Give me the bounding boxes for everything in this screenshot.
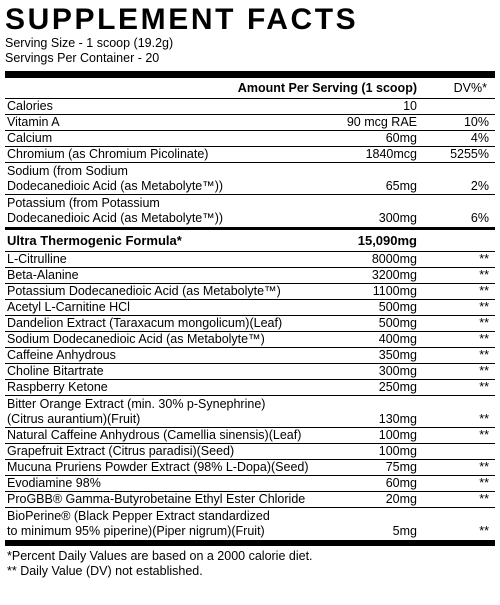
ingredient-row-amount: 250mg (378, 380, 417, 394)
ingredient-row-name (7, 397, 265, 427)
nutrient-row-dv: 4% (470, 131, 489, 145)
dv-footnote: *Percent Daily Values are based on a 2000 calorie diet. (7, 549, 313, 563)
ingredient-row-dv: ** (479, 364, 489, 378)
ingredient-row-amount: 300mg (378, 364, 417, 378)
ingredient-row (5, 348, 495, 364)
ingredient-row (5, 492, 495, 508)
ingredient-row-dv: ** (479, 316, 489, 330)
blend-amount: 15,090mg (357, 233, 417, 248)
ingredient-row (5, 444, 495, 460)
nutrient-row-name: Calcium (7, 131, 53, 145)
ingredient-row-dv: ** (479, 348, 489, 362)
ingredient-row-name: L-Citrulline (7, 252, 67, 266)
ingredient-row (5, 284, 495, 300)
supplement-facts-panel (5, 4, 495, 579)
ingredient-row-name (7, 509, 270, 539)
ingredient-row-dv: ** (479, 460, 489, 474)
ingredient-row-name-line1: BioPerine® (Black Pepper Extract standardized (7, 509, 270, 523)
ingredient-row-name: Evodiamine 98% (7, 476, 101, 490)
nutrient-row-name-line2: Dodecanedioic Acid (as Metabolyte™)) (7, 211, 224, 225)
nutrient-row-name-line2: Dodecanedioic Acid (as Metabolyte™)) (7, 179, 224, 193)
ingredient-row-name: Natural Caffeine Anhydrous (Camellia sinensis)(Leaf) (7, 428, 302, 442)
ingredient-row-amount: 20mg (385, 492, 417, 506)
nutrient-row-dv: 6% (470, 211, 489, 225)
nutrient-row-name (7, 164, 223, 194)
ingredient-row-amount: 100mg (378, 444, 417, 458)
nutrient-row-name (7, 196, 223, 226)
nutrient-row-dv: 5255% (450, 147, 489, 161)
ingredient-row-amount: 500mg (378, 300, 417, 314)
ingredient-row-dv: ** (479, 300, 489, 314)
serving-size: Serving Size - 1 scoop (19.2g) (5, 36, 174, 50)
ingredient-row-dv: ** (479, 284, 489, 298)
ingredient-row-name: Sodium Dodecanedioic Acid (as Metabolyte™) (7, 332, 265, 346)
nutrient-row-name: Vitamin A (7, 115, 60, 129)
ingredient-row-name: Grapefruit Extract (Citrus paradisi)(Seed) (7, 444, 235, 458)
ingredient-row-amount: 500mg (378, 316, 417, 330)
ingredient-row-dv: ** (479, 524, 489, 538)
nutrient-row-amount: 60mg (385, 131, 417, 145)
nutrient-row-dv: 2% (470, 179, 489, 193)
not-established-footnote: ** Daily Value (DV) not established. (7, 564, 203, 578)
ingredient-row-name-line2: to minimum 95% piperine)(Piper nigrum)(Fruit) (7, 524, 265, 538)
ingredient-row-dv: ** (479, 380, 489, 394)
nutrient-row-amount: 10 (403, 99, 417, 113)
ingredient-row-name: ProGBB® Gamma-Butyrobetaine Ethyl Ester Chloride (7, 492, 306, 506)
ingredient-row (5, 300, 495, 316)
ingredient-row-amount: 60mg (385, 476, 417, 490)
ingredient-row (5, 460, 495, 476)
ingredient-row-name: Acetyl L-Carnitine HCl (7, 300, 130, 314)
ingredient-row-name: Choline Bitartrate (7, 364, 104, 378)
ingredient-row-name-line2: (Citrus aurantium)(Fruit) (7, 412, 141, 426)
ingredient-row (5, 252, 495, 268)
table-header (5, 78, 495, 98)
ingredient-row-dv: ** (479, 268, 489, 282)
ingredient-row-amount: 130mg (378, 412, 417, 426)
ingredient-row-name-line1: Bitter Orange Extract (min. 30% p-Synephrine) (7, 397, 266, 411)
nutrient-row (5, 147, 495, 163)
ingredient-row (5, 316, 495, 332)
ingredient-row (5, 380, 495, 396)
ingredient-row (5, 268, 495, 284)
ingredient-row (5, 396, 495, 428)
ingredient-row-dv: ** (479, 332, 489, 346)
blend-row (5, 230, 495, 252)
panel-title: SUPPLEMENT FACTS (5, 3, 359, 36)
ingredient-row (5, 428, 495, 444)
amount-column-header: Amount Per Serving (1 scoop) (237, 81, 417, 95)
ingredient-row (5, 364, 495, 380)
nutrient-row (5, 99, 495, 115)
ingredient-row-name: Mucuna Pruriens Powder Extract (98% L-Dopa)(Seed) (7, 460, 309, 474)
ingredient-row-dv: ** (479, 492, 489, 506)
nutrient-row-name: Chromium (as Chromium Picolinate) (7, 147, 209, 161)
nutrient-row-name: Calories (7, 99, 53, 113)
ingredient-row-dv: ** (479, 428, 489, 442)
nutrient-row-amount: 300mg (378, 211, 417, 225)
ingredient-row-name: Dandelion Extract (Taraxacum mongolicum)(Leaf) (7, 316, 283, 330)
ingredient-row (5, 332, 495, 348)
ingredient-row-dv: ** (479, 476, 489, 490)
nutrient-row (5, 195, 495, 227)
nutrient-row (5, 131, 495, 147)
nutrient-row (5, 163, 495, 195)
ingredient-row-amount: 5mg (392, 524, 417, 538)
ingredient-row-name: Beta-Alanine (7, 268, 79, 282)
nutrient-row-amount: 90 mcg RAE (346, 115, 417, 129)
nutrient-row (5, 115, 495, 131)
nutrient-list (5, 99, 495, 227)
blend-name: Ultra Thermogenic Formula* (7, 233, 182, 248)
ingredient-row-name: Caffeine Anhydrous (7, 348, 116, 362)
heavy-divider (5, 71, 495, 78)
ingredient-row-amount: 350mg (378, 348, 417, 362)
ingredient-row-dv: ** (479, 412, 489, 426)
nutrient-row-name-line1: Sodium (from Sodium (7, 164, 128, 178)
ingredient-row-name: Potassium Dodecanedioic Acid (as Metabolyte™) (7, 284, 281, 298)
ingredient-row-amount: 3200mg (371, 268, 417, 282)
nutrient-row-name-line1: Potassium (from Potassium (7, 196, 160, 210)
ingredient-row (5, 476, 495, 492)
servings-per-container: Servings Per Container - 20 (5, 51, 160, 65)
dv-column-header: DV%* (453, 81, 487, 95)
ingredient-row-amount: 8000mg (371, 252, 417, 266)
nutrient-row-amount: 65mg (385, 179, 417, 193)
nutrient-row-amount: 1840mcg (365, 147, 417, 161)
ingredient-row-amount: 75mg (385, 460, 417, 474)
ingredient-row (5, 508, 495, 540)
ingredient-row-name: Raspberry Ketone (7, 380, 108, 394)
ingredient-list (5, 252, 495, 540)
nutrient-row-dv: 10% (463, 115, 489, 129)
footnotes (5, 546, 495, 579)
ingredient-row-dv: ** (479, 252, 489, 266)
ingredient-row-amount: 1100mg (372, 284, 417, 298)
ingredient-row-amount: 100mg (378, 428, 417, 442)
ingredient-row-amount: 400mg (378, 332, 417, 346)
